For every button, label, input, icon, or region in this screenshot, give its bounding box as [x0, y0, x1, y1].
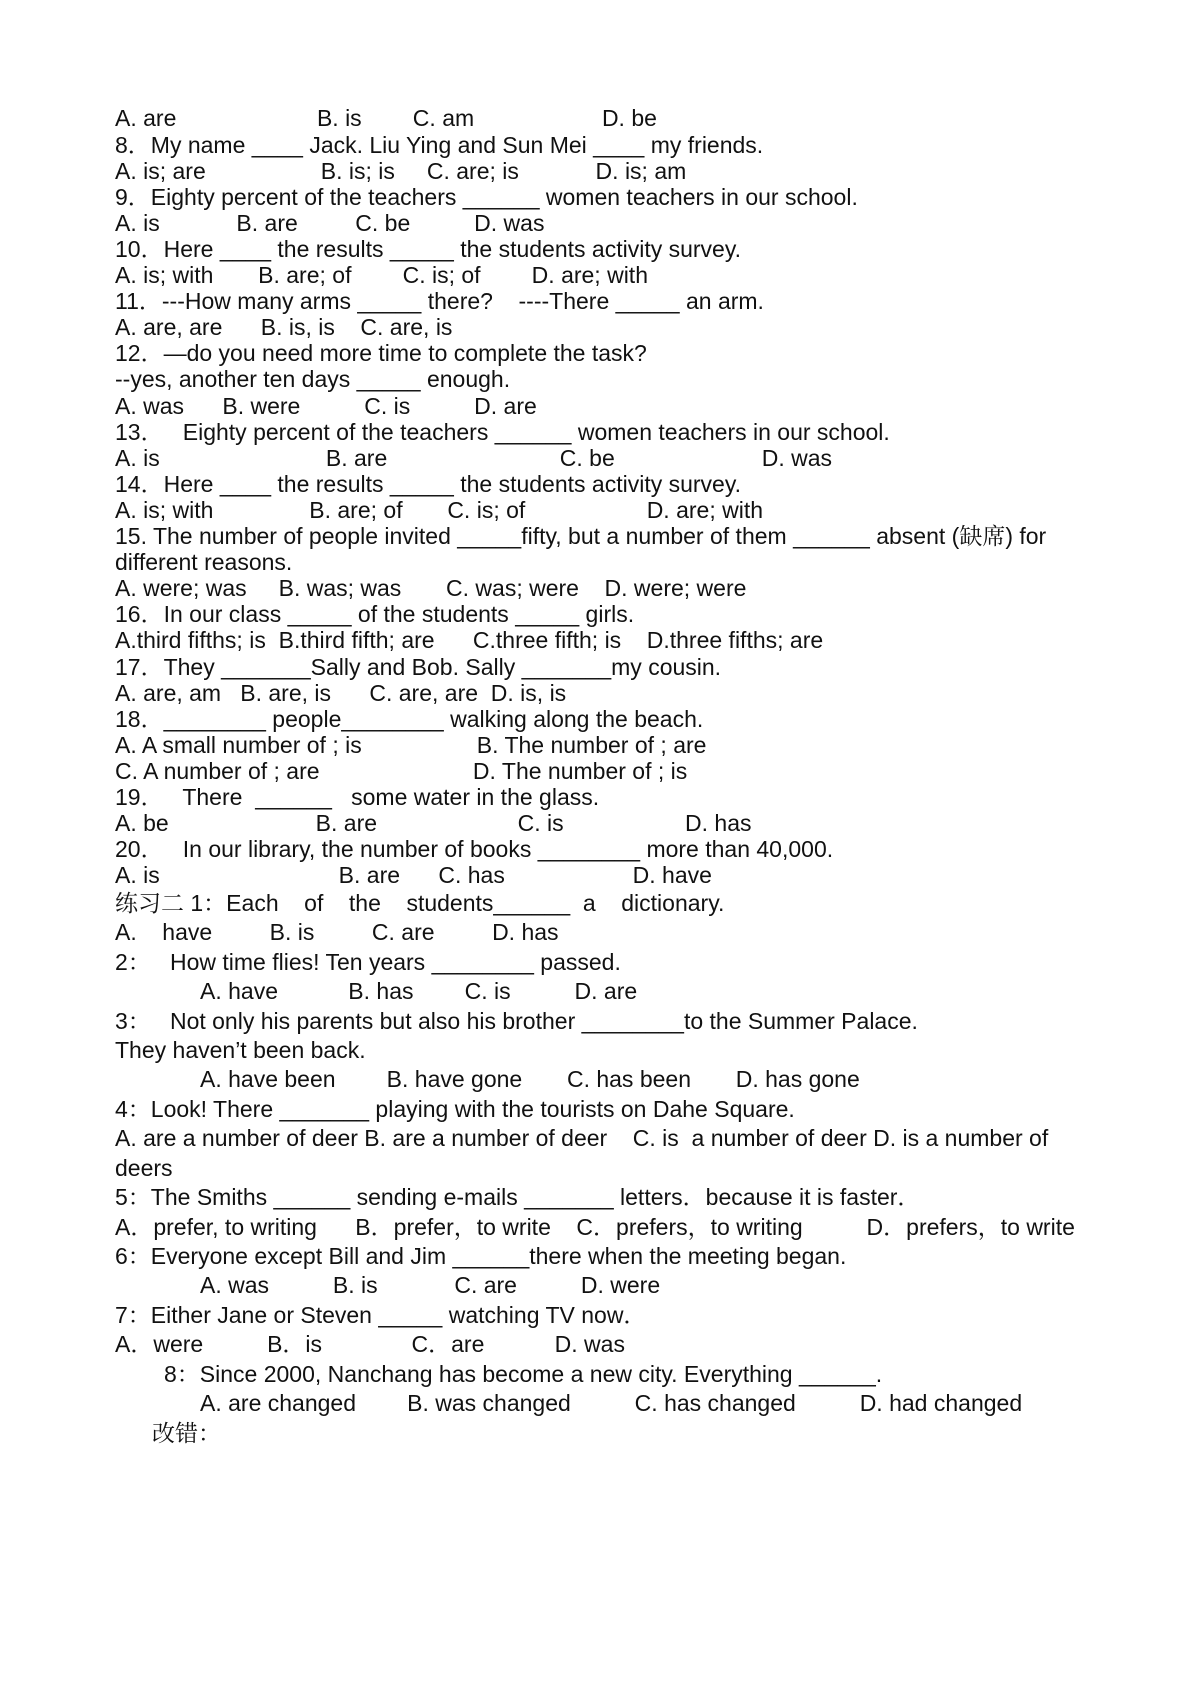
text-line: 3： Not only his parents but also his brother ________to the Summer Palace.: [115, 1008, 918, 1034]
text-line: 8．My name ____ Jack. Liu Ying and Sun Mei ____ my friends.: [115, 132, 764, 158]
text-line: A. have B. is C. are D. has: [115, 919, 559, 945]
text-line: 20． In our library, the number of books ________ more than 40,000.: [115, 836, 834, 862]
text-line: A. were; was B. was; was C. was; were D. were; were: [115, 575, 747, 601]
text-line: They haven’t been back.: [115, 1037, 366, 1063]
text-line: 6：Everyone except Bill and Jim ______there when the meeting began.: [115, 1243, 847, 1269]
text-line: A. are, am B. are, is C. are, are D. is, is: [115, 680, 567, 706]
text-line: C. A number of ; are D. The number of ; is: [115, 758, 688, 784]
text-line: A. A small number of ; is B. The number of ; are: [115, 732, 707, 758]
text-line: A．were B．is C．are D. was: [115, 1331, 625, 1357]
text-line: A.third fifths; is B.third fifth; are C.three fifth; is D.three fifths; are: [115, 627, 824, 653]
text-line: 10．Here ____ the results _____ the students activity survey.: [115, 236, 742, 262]
text-line: A. was B. were C. is D. are: [115, 393, 537, 419]
text-line: 改错：: [152, 1420, 221, 1446]
text-line: 11．---How many arms _____ there? ----There _____ an arm.: [115, 288, 764, 314]
text-line: 7：Either Jane or Steven _____ watching TV now．: [115, 1302, 647, 1328]
text-line: 5：The Smiths ______ sending e-mails _______ letters．because it is faster．: [115, 1184, 921, 1210]
text-line: A. have B. has C. is D. are: [200, 978, 638, 1004]
text-line: 2： How time flies! Ten years ________ passed.: [115, 949, 621, 975]
text-line: 4：Look! There _______ playing with the tourists on Dahe Square.: [115, 1096, 795, 1122]
text-line: A. is B. are C. be D. was: [115, 210, 545, 236]
text-line: A．prefer, to writing B．prefer，to write C．prefers，to writing D．prefers，to write: [115, 1214, 1075, 1240]
text-line: 12．—do you need more time to complete the task?: [115, 340, 647, 366]
text-line: A. is; with B. are; of C. is; of D. are; with: [115, 497, 764, 523]
text-line: A. be B. are C. is D. has: [115, 810, 752, 836]
text-line: A. is; with B. are; of C. is; of D. are; with: [115, 262, 648, 288]
text-line: A. are a number of deer B. are a number of deer C. is a number of deer D. is a number of: [115, 1125, 1049, 1151]
text-line: deers: [115, 1155, 173, 1181]
text-line: 17．They _______Sally and Bob. Sally _______my cousin.: [115, 654, 722, 680]
text-line: A. are, are B. is, is C. are, is: [115, 314, 453, 340]
text-line: A. are changed B. was changed C. has changed D. had changed: [200, 1390, 1023, 1416]
text-line: A. is B. are C. has D. have: [115, 862, 712, 888]
text-line: 18．________ people________ walking along the beach.: [115, 706, 704, 732]
text-line: A. are B. is C. am D. be: [115, 105, 657, 131]
text-line: 15. The number of people invited _____fifty, but a number of them ______ absent (缺席) for: [115, 523, 1047, 549]
text-line: --yes, another ten days _____ enough.: [115, 366, 511, 392]
text-line: 16．In our class _____ of the students _____ girls.: [115, 601, 635, 627]
text-line: A. is; are B. is; is C. are; is D. is; am: [115, 158, 687, 184]
text-line: 9．Eighty percent of the teachers ______ women teachers in our school.: [115, 184, 858, 210]
text-line: 19． There ______ some water in the glass.: [115, 784, 600, 810]
text-line: different reasons.: [115, 549, 293, 575]
text-line: A. is B. are C. be D. was: [115, 445, 833, 471]
text-line: 14．Here ____ the results _____ the students activity survey.: [115, 471, 742, 497]
text-line: 练习二 1：Each of the students______ a dictionary.: [115, 890, 725, 916]
text-line: A. have been B. have gone C. has been D. has gone: [200, 1066, 860, 1092]
text-line: 13． Eighty percent of the teachers ______ women teachers in our school.: [115, 419, 890, 445]
text-line: A. was B. is C. are D. were: [200, 1272, 661, 1298]
text-line: 8：Since 2000, Nanchang has become a new city. Everything ______.: [164, 1361, 883, 1387]
